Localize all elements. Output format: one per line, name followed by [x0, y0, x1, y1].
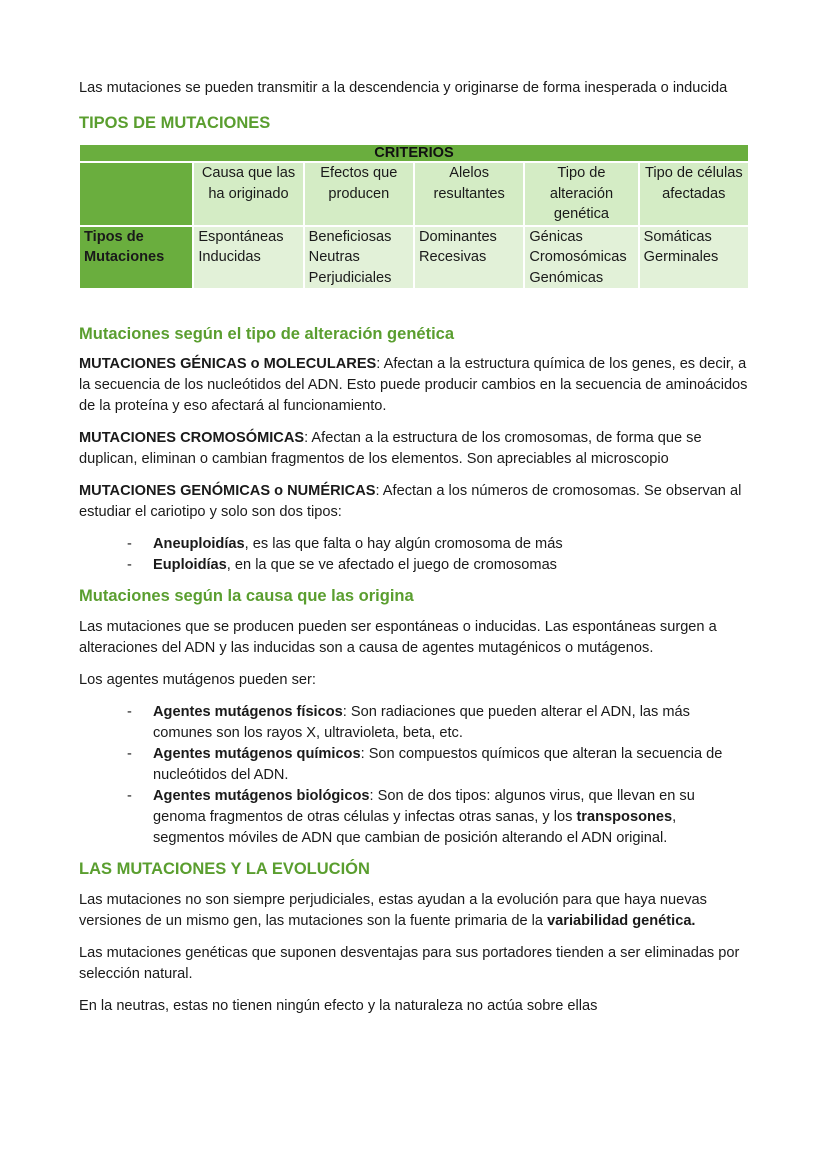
paragraph-genomicas: [79, 481, 749, 523]
list-item: [79, 702, 749, 744]
cell-line: Inducidas: [198, 249, 261, 265]
cell-line: Perjudiciales: [308, 269, 392, 286]
table-header-criterios: CRITERIOS: [80, 145, 748, 161]
cell-line: Recesivas: [418, 249, 487, 265]
text-genicas: : Afectan a la estructura química de los genes, es decir, a la secuencia de los nucleótidos del ADN. Esto puede producir cambios en la secuencia de aminoácidos de la proteína y eso afectará al funcionamiento.: [79, 356, 748, 414]
term-genomicas: MUTACIONES GENÓMICAS o NUMÉRICAS: [79, 483, 376, 499]
paragraph-cromosomicas: [79, 428, 749, 470]
list-item-term: Agentes mutágenos químicos: [153, 746, 361, 762]
dash-bullet: -: [127, 704, 132, 720]
paragraph-causa-1: Las mutaciones que se producen pueden ser espontáneas o inducidas. Las espontáneas surgen a alteraciones del ADN y las inducidas son a causa de agentes mutagénicos o mutágenos.: [79, 619, 717, 656]
list-item-text: , es las que falta o hay algún cromosoma de más: [244, 536, 563, 552]
list-item-term: Aneuploidías: [153, 536, 245, 552]
list-item-text: : Son compuestos químicos que alteran la secuencia de nucleótidos del ADN.: [153, 746, 723, 783]
criterios-table: [78, 143, 750, 290]
dash-bullet: -: [127, 788, 132, 804]
dash-bullet: -: [127, 746, 132, 762]
paragraph-genicas: [79, 354, 749, 417]
cell-line: Beneficiosas: [308, 228, 392, 245]
cell-line: Somáticas: [643, 228, 712, 245]
heading-tipos-de-mutaciones: TIPOS DE MUTACIONES: [79, 114, 271, 132]
list-agentes-mutagenos: [79, 702, 749, 849]
cell-line: Germinales: [643, 249, 719, 265]
table-cell-alelos: [415, 227, 523, 289]
text-genomicas: : Afectan a los números de cromosomas. Se observan al estudiar el cariotipo y solo son dos tipos:: [79, 483, 742, 520]
table-cell-causa: [194, 227, 302, 289]
list-item-text: , segmentos móviles de ADN que cambian de posición alterando el ADN original.: [153, 809, 677, 846]
cell-line: Espontáneas: [198, 228, 284, 245]
term-variabilidad: variabilidad genética.: [547, 913, 696, 929]
paragraph-evolucion-3: En la neutras, estas no tienen ningún efecto y la naturaleza no actúa sobre ellas: [79, 998, 598, 1014]
list-item-text: , en la que se ve afectado el juego de cromosomas: [226, 557, 557, 573]
heading-evolucion: LAS MUTACIONES Y LA EVOLUCIÓN: [79, 860, 370, 878]
list-item: [79, 534, 749, 555]
term-cromosomicas: MUTACIONES CROMOSÓMICAS: [79, 430, 305, 446]
list-item-text: : Son radiaciones que pueden alterar el ADN, las más comunes son los rayos X, ultravioleta, beta, etc.: [153, 704, 690, 741]
list-item-term-transposones: transposones: [576, 809, 673, 825]
column-header-celulas: Tipo de células afectadas: [640, 163, 748, 225]
column-header-causa: Causa que las ha originado: [194, 163, 302, 225]
row-header-tipos: Tipos de Mutaciones: [80, 227, 192, 289]
list-item-term: Euploidías: [153, 557, 227, 573]
cell-line: Genómicas: [529, 269, 604, 286]
list-item: [79, 744, 749, 786]
heading-causa-origen: Mutaciones según la causa que las origina: [79, 587, 414, 605]
list-item: [79, 555, 749, 576]
table-cell-alteracion: [525, 227, 637, 289]
column-header-alteracion: Tipo de alteración genética: [525, 163, 637, 225]
table-corner-cell: [80, 163, 192, 225]
column-header-alelos: Alelos resultantes: [415, 163, 523, 225]
document-page: [79, 78, 749, 1028]
paragraph-evolucion-1: [79, 890, 749, 932]
list-item: [79, 786, 749, 849]
dash-bullet: -: [127, 536, 132, 552]
cell-line: Génicas: [529, 228, 583, 245]
text-cromosomicas: : Afectan a la estructura de los cromosomas, de forma que se duplican, eliminan o cambian fragmentos de los elementos. Son apreciables al microscopio: [79, 430, 702, 467]
table-cell-celulas: [640, 227, 748, 289]
dash-bullet: -: [127, 557, 132, 573]
heading-alteracion-genetica: Mutaciones según el tipo de alteración genética: [79, 325, 455, 343]
cell-line: Cromosómicas: [529, 249, 627, 265]
list-item-term: Agentes mutágenos biológicos: [153, 788, 370, 804]
cell-line: Dominantes: [418, 228, 497, 245]
paragraph-causa-2: Los agentes mutágenos pueden ser:: [79, 672, 316, 688]
cell-line: Neutras: [308, 249, 360, 265]
paragraph-evolucion-2: Las mutaciones genéticas que suponen desventajas para sus portadores tienden a ser eliminadas por selección natural.: [79, 945, 740, 982]
list-genomicas: [79, 534, 749, 576]
term-genicas: MUTACIONES GÉNICAS o MOLECULARES: [79, 356, 377, 372]
list-item-term: Agentes mutágenos físicos: [153, 704, 343, 720]
table-cell-efectos: [305, 227, 413, 289]
intro-paragraph: Las mutaciones se pueden transmitir a la descendencia y originarse de forma inesperada o inducida: [79, 80, 728, 96]
text-evolucion-1: Las mutaciones no son siempre perjudiciales, estas ayudan a la evolución para que haya nuevas versiones de un mismo gen, las mutaciones son la fuente primaria de la: [79, 892, 707, 929]
column-header-efectos: Efectos que producen: [305, 163, 413, 225]
list-item-text: : Son de dos tipos: algunos virus, que llevan en su genoma fragmentos de otras células y infectas otras sanas, y los: [153, 788, 695, 825]
